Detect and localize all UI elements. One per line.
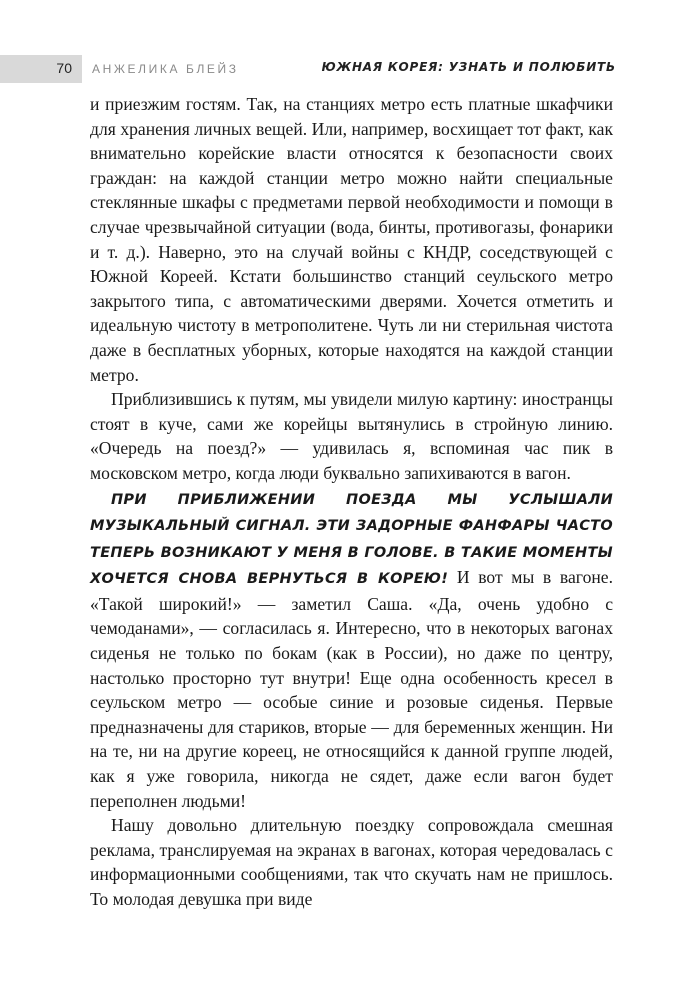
running-book-title: ЮЖНАЯ КОРЕЯ: УЗНАТЬ И ПОЛЮБИТЬ	[321, 60, 616, 74]
page-number-tab	[0, 55, 82, 83]
running-author: АНЖЕЛИКА БЛЕЙЗ	[92, 62, 239, 76]
running-header	[0, 55, 689, 83]
page-number: 70	[56, 60, 72, 76]
page-text	[90, 92, 613, 912]
paragraph: Приблизившись к путям, мы увидели милую картину: иностранцы стоят в куче, сами же корейцы вытянулись в стройную линию. «Очередь на поезд?» — удивилась я, вспоминая час пик в московском метро, когда люди буквально запихиваются в вагон.	[90, 389, 613, 483]
paragraph-continuation: И вот мы в вагоне. «Такой широкий!» — заметил Саша. «Да, очень удобно с чемоданами», — согласилась я. Интересно, что в некоторых вагонах сиденья не только по бокам (как в России), но даже по центру, настолько просторно тут внутри! Еще одна особенность кресел в сеульском метро — особые синие и розовые сиденья. Первые предназначены для стариков, вторые — для беременных женщин. Ни на те, ни на другие кореец, не относящийся к данной группе людей, как я уже говорила, никогда не сядет, даже если вагон будет переполнен людьми!	[90, 567, 613, 811]
paragraph: Нашу довольно длительную поездку сопровождала смешная реклама, транслируемая на экранах в вагонах, которая чередовалась с информационными сообщениями, так что скучать нам не пришлось. То молодая девушка при виде	[90, 815, 613, 909]
handwritten-highlight: ПРИ ПРИБЛИЖЕНИИ ПОЕЗДА МЫ УСЛЫШАЛИ МУЗЫКАЛЬНЫЙ СИГНАЛ. ЭТИ ЗАДОРНЫЕ ФАНФАРЫ ЧАСТО ТЕПЕРЬ ВОЗНИКАЮТ У МЕНЯ В ГОЛОВЕ. В ТАКИЕ МОМЕНТЫ ХОЧЕТСЯ СНОВА ВЕРНУТЬСЯ В КОРЕЮ!	[90, 491, 613, 588]
paragraph: и приезжим гостям. Так, на станциях метро есть платные шкафчики для хранения личных вещей. Или, например, восхищает тот факт, как внимательно корейские власти относятся к безопасности своих граждан: на каждой станции метро можно найти специальные стеклянные шкафы с предметами первой необходимости и помощи в случае чрезвычайной ситуации (вода, бинты, противогазы, фонарики и т. д.). Наверно, это на случай войны с КНДР, соседствующей с Южной Кореей. Кстати большинство станций сеульского метро закрытого типа, с автоматическими дверями. Хочется отметить и идеальную чистоту в метрополитене. Чуть ли ни стерильная чистота даже в бесплатных уборных, которые находятся на каждой станции метро.	[90, 94, 613, 385]
paragraph	[90, 486, 613, 814]
